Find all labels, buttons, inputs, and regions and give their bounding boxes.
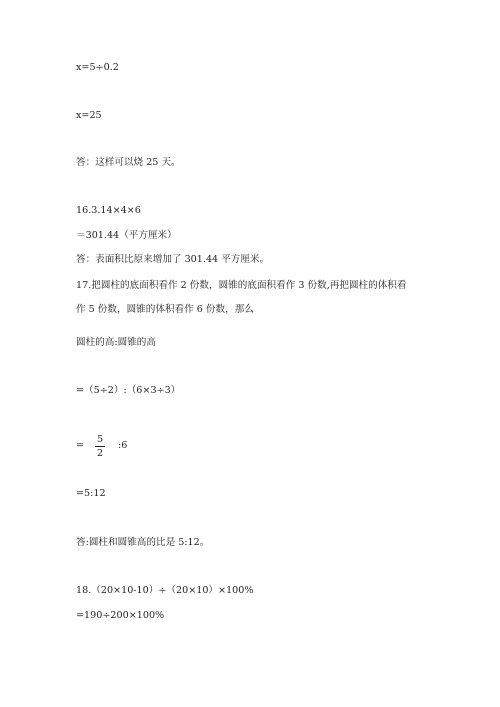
fraction-numerator: 5	[96, 434, 104, 445]
answer-line-2: 答：表面积比原来增加了 301.44 平方厘米。	[76, 254, 270, 265]
answer-line-1: 答：这样可以烧 25 天。	[76, 157, 181, 168]
problem-17-line-2: 作 5 份数，圆锥的体积看作 6 份数，那么	[76, 304, 254, 315]
equation-line-4: =190÷200×100%	[76, 610, 165, 621]
ratio-heading: 圆柱的高:圆锥的高	[76, 337, 156, 348]
equation-line-2: x=25	[76, 110, 102, 121]
answer-line-3: 答:圆柱和圆锥高的比是 5:12。	[76, 537, 210, 548]
ratio-line-3: =5:12	[76, 488, 106, 499]
equation-line-3: ＝301.44（平方厘米）	[76, 230, 177, 241]
problem-18-line: 18.（20×10-10）÷（20×10）×100%	[76, 585, 254, 596]
problem-17-line-1: 17.把圆柱的底面积看作 2 份数，圆锥的底面积看作 3 份数,再把圆柱的体积看	[76, 280, 407, 291]
fraction	[95, 434, 105, 459]
ratio-line-2-suffix: :6	[118, 440, 128, 451]
problem-16-line: 16.3.14×4×6	[76, 205, 141, 216]
ratio-line-1: =（5÷2）:（6×3÷3）	[76, 385, 181, 396]
fraction-bar	[95, 446, 105, 447]
fraction-denominator: 2	[96, 448, 104, 459]
equation-line-1: x=5÷0.2	[76, 62, 119, 73]
ratio-line-2-prefix: =	[76, 440, 85, 451]
